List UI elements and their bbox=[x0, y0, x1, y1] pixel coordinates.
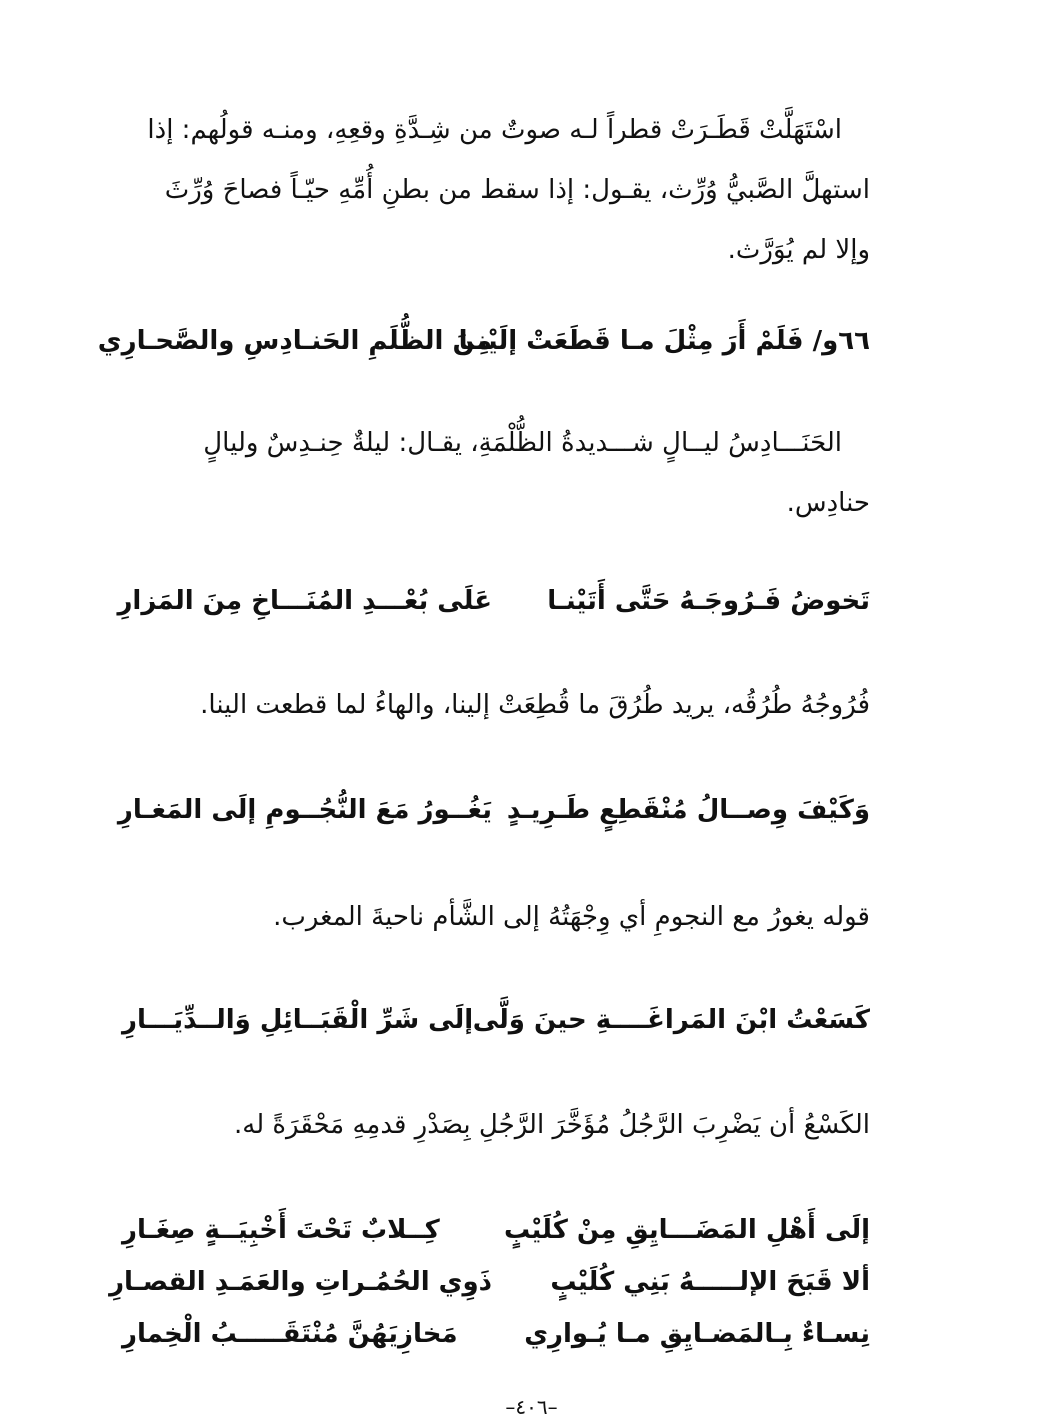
verse-first-hemistich: كَسَعْتُ ابْنَ المَراغَــــةِ حينَ وَلَّى bbox=[472, 1005, 870, 1035]
verse-first-hemistich: ألا قَبَحَ الإلـــــهُ بَنِي كُلَيْبٍ bbox=[550, 1267, 870, 1297]
verse-70 bbox=[122, 1204, 870, 1256]
verse-first-hemistich: نِسـاءٌ بِـالمَضـايِقِ مـا يُـوارِي bbox=[524, 1319, 870, 1349]
commentary-paragraph-1 bbox=[122, 100, 870, 280]
verse-second-hemistich: عَلَى بُعْـــدِ المُنَـــاخِ مِنَ المَزارِ bbox=[117, 586, 492, 616]
text-line: استهلَّ الصَّبيُّ وُرِّث، يقـول: إذا سقط من بطنِ أُمِّهِ حيّـاً فصاحَ وُرِّثَ bbox=[164, 175, 870, 205]
verse-first-hemistich: تَخوضُ فَـرُوجَـهُ حَتَّى أَتَيْنـا bbox=[547, 586, 870, 616]
verse-66 bbox=[97, 311, 870, 371]
verse-second-hemistich: مِنَ الظُّلَمِ الحَنـادِسِ والصَّحـارِي bbox=[97, 326, 492, 356]
text-line: اسْتَهَلَّتْ قَطَـرَتْ قطراً لـه صوتٌ من شِـدَّةِ وقعِهِ، ومنـه قولُهم: إذا bbox=[147, 115, 842, 145]
commentary-paragraph-3 bbox=[122, 675, 898, 735]
text-line: فُرُوجُهُ طُرُقُه، يريد طُرُقَ ما قُطِعَتْ إلينا، والهاءُ لما قطعت الينا. bbox=[200, 690, 870, 720]
text-line: قوله يغورُ مع النجومِ أي وِجْهَتُهُ إلى الشَّأم ناحيةَ المغرب. bbox=[273, 902, 870, 932]
commentary-paragraph-2 bbox=[122, 413, 870, 533]
verse-67 bbox=[117, 571, 870, 631]
verse-second-hemistich: إلَى شَرِّ الْقَبَــائِلِ وَالــدِّيَـــارِ bbox=[122, 1005, 474, 1035]
text-line: الحَنَـــادِسُ ليــالٍ شـــديدةُ الظُّلْمَةِ، يقـال: ليلةٌ حِنـدِسٌ وليالٍ bbox=[203, 428, 842, 458]
verse-second-hemistich: ذَوِي الحُمُـراتِ والعَمَـدِ القصـارِ bbox=[109, 1267, 492, 1297]
verse-second-hemistich: مَخازِيَهُنَّ مُنْتَقَـــــبُ الْخِمارِ bbox=[122, 1319, 458, 1349]
verse-68 bbox=[117, 780, 870, 840]
verse-second-hemistich: كِــلابٌ تَحْتَ أَخْبِيَــةٍ صِغَـارِ bbox=[122, 1215, 440, 1245]
commentary-paragraph-5 bbox=[122, 1095, 898, 1155]
verse-first-hemistich: إلَى أَهْلِ المَضَـــايِقِ مِنْ كُلَيْبٍ bbox=[503, 1215, 870, 1245]
page-number: –٤٠٦– bbox=[505, 1395, 558, 1419]
verse-69 bbox=[122, 990, 870, 1050]
verse-72 bbox=[122, 1308, 870, 1360]
verse-first-hemistich: وَكَيْفَ وِصــالُ مُنْقَطِعٍ طَـرِيـدٍ bbox=[506, 795, 870, 825]
verse-group bbox=[109, 1204, 870, 1360]
text-line: حنادِس. bbox=[786, 488, 870, 518]
text-line: وإلا لم يُوَرَّث. bbox=[727, 235, 870, 265]
commentary-paragraph-4 bbox=[122, 887, 898, 947]
verse-71 bbox=[109, 1256, 870, 1308]
verse-first-hemistich: ٦٦و/ فَلَمْ أَرَ مِثْلَ مـا قَطَعَتْ إلَيْنـا bbox=[458, 326, 870, 356]
verse-second-hemistich: يَغُــورُ مَعَ النُّجُــومِ إلَى المَغـارِ bbox=[117, 795, 492, 825]
text-line: الكَسْعُ أن يَضْرِبَ الرَّجُلُ مُؤَخَّرَ الرَّجُلِ بِصَدْرِ قدمِهِ مَحْقَرَةً له. bbox=[233, 1110, 870, 1140]
